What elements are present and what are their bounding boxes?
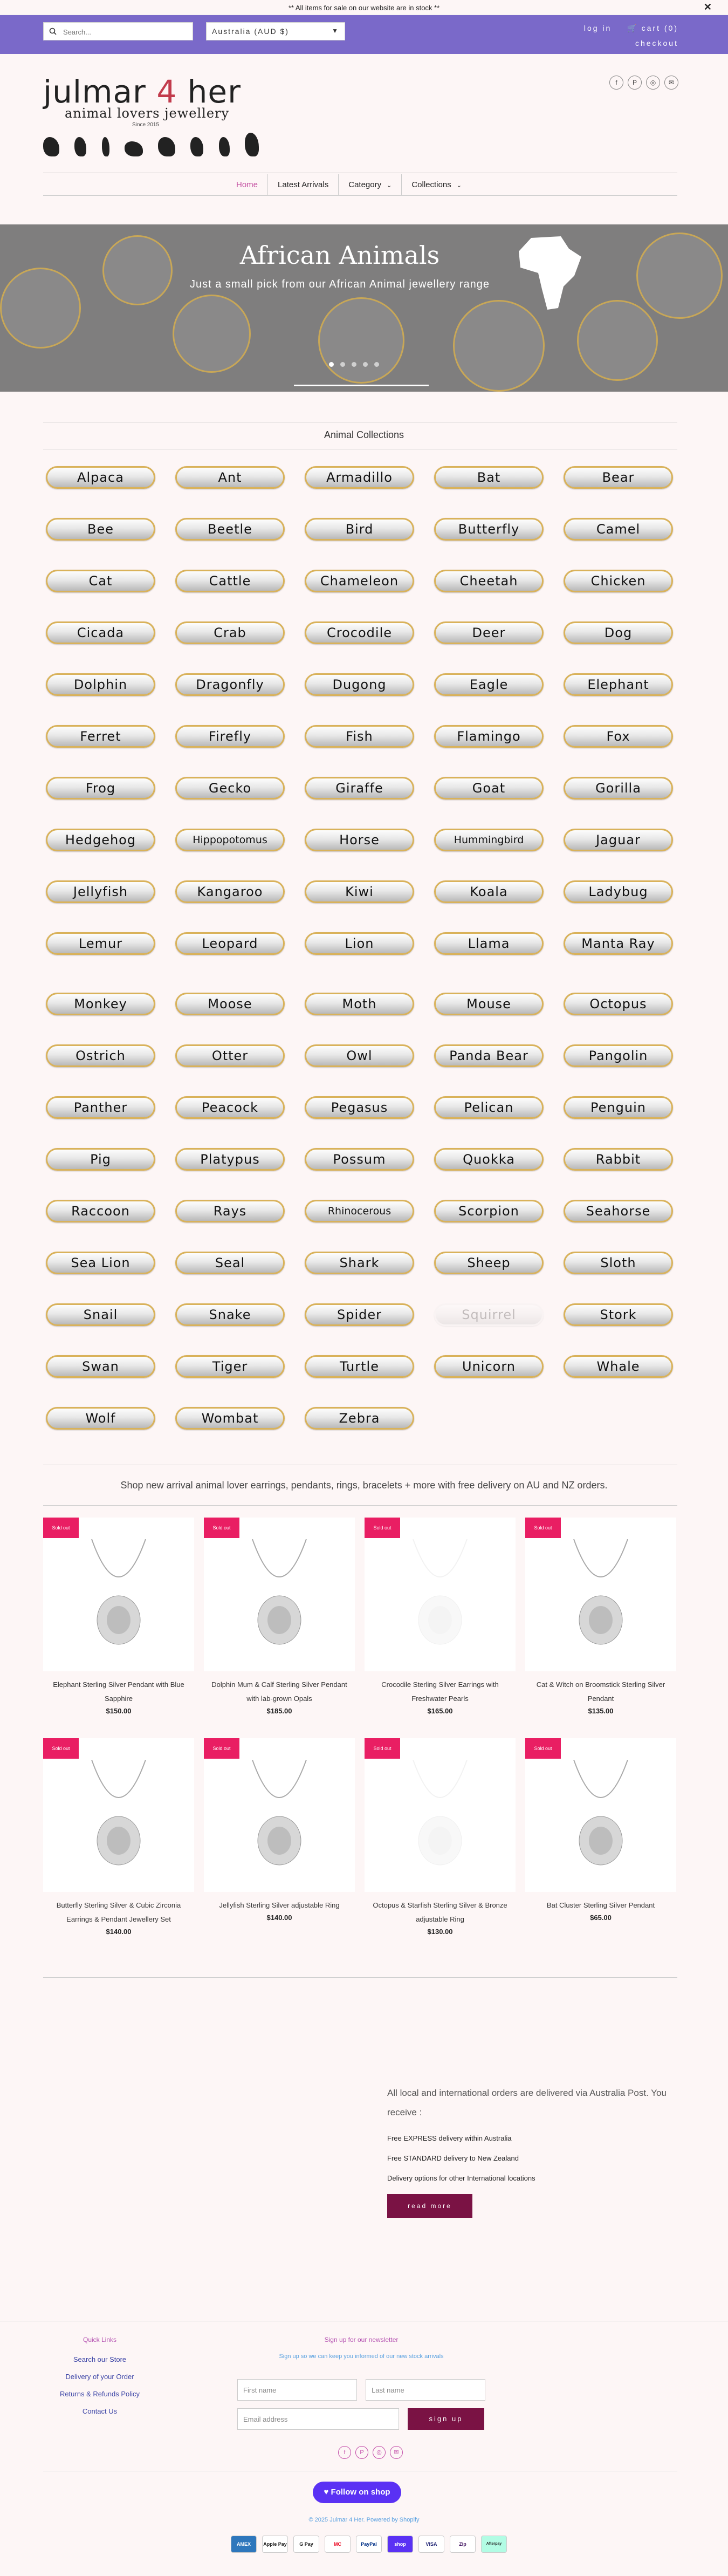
newsletter-title: Sign up for our newsletter xyxy=(324,2336,399,2343)
quick-links-title: Quick Links xyxy=(83,2336,117,2343)
chevron-down-icon: ▼ xyxy=(332,27,339,35)
product-price: $165.00 xyxy=(427,1707,453,1715)
collection-button-panther[interactable]: Panther xyxy=(46,1096,155,1119)
collection-button-platypus[interactable]: Platypus xyxy=(175,1148,285,1171)
products-divider xyxy=(43,1505,677,1506)
delivery-divider xyxy=(43,1977,677,1978)
collection-button-bee[interactable]: Bee xyxy=(46,518,155,541)
product-image[interactable] xyxy=(43,1738,194,1892)
product-card[interactable] xyxy=(43,1738,194,1936)
chevron-down-icon: ⌄ xyxy=(387,182,392,189)
collection-button-seahorse[interactable]: Seahorse xyxy=(564,1200,673,1222)
product-price: $185.00 xyxy=(266,1707,292,1715)
collection-button-peacock[interactable]: Peacock xyxy=(175,1096,285,1119)
product-name[interactable]: Elephant Sterling Silver Pendant with Blue Sapphire xyxy=(53,1680,184,1703)
collection-button-beetle[interactable]: Beetle xyxy=(175,518,285,541)
collection-button-zebra[interactable]: Zebra xyxy=(305,1407,414,1430)
product-card[interactable] xyxy=(204,1738,355,1922)
logo-wordmark: julmar 4 her xyxy=(43,73,241,110)
logo-animal-silhouettes xyxy=(43,133,259,156)
product-name[interactable]: Crocodile Sterling Silver Earrings with Freshwater Pearls xyxy=(381,1680,499,1703)
frog-silhouette-icon xyxy=(43,137,59,156)
collection-button-panda-bear[interactable]: Panda Bear xyxy=(434,1044,544,1067)
africa-map-icon xyxy=(518,235,582,311)
collection-button-jaguar[interactable]: Jaguar xyxy=(564,829,673,851)
amex-icon: AMEX xyxy=(231,2536,257,2553)
slider-dots xyxy=(329,362,379,367)
product-card[interactable] xyxy=(365,1518,516,1715)
jewellery-image xyxy=(402,1760,478,1873)
collection-button-kiwi[interactable]: Kiwi xyxy=(305,880,414,903)
email-icon[interactable]: ✉ xyxy=(664,76,678,90)
search-icon xyxy=(49,28,57,35)
heart-icon: ♥ xyxy=(324,2488,329,2497)
collection-button-unicorn[interactable]: Unicorn xyxy=(434,1355,544,1378)
product-image[interactable] xyxy=(43,1518,194,1671)
collection-button-tiger[interactable]: Tiger xyxy=(175,1355,285,1378)
jewellery-image xyxy=(81,1760,156,1873)
collection-button-chameleon[interactable]: Chameleon xyxy=(305,570,414,592)
collection-button-ant[interactable]: Ant xyxy=(175,466,285,489)
turtle-silhouette-icon xyxy=(125,141,143,156)
email-field[interactable]: Email address xyxy=(237,2408,399,2430)
collection-button-ostrich[interactable]: Ostrich xyxy=(46,1044,155,1067)
sold-out-badge: Sold out xyxy=(525,1518,561,1538)
last-name-field[interactable]: Last name xyxy=(366,2379,485,2401)
collection-button-sloth[interactable]: Sloth xyxy=(564,1252,673,1274)
giraffe-silhouette-icon xyxy=(245,133,259,156)
collection-button-elephant[interactable]: Elephant xyxy=(564,673,673,696)
jewellery-image xyxy=(242,1539,317,1652)
delivery-info xyxy=(387,2083,678,2218)
product-name[interactable]: Jellyfish Sterling Silver adjustable Ring xyxy=(219,1901,340,1909)
sold-out-badge: Sold out xyxy=(43,1518,79,1538)
collection-button-moth[interactable]: Moth xyxy=(305,993,414,1015)
facebook-icon[interactable]: f xyxy=(609,76,623,90)
meerkat-pendant-image xyxy=(102,235,173,305)
product-card[interactable] xyxy=(43,1518,194,1715)
collection-button-camel[interactable]: Camel xyxy=(564,518,673,541)
collection-button-fox[interactable]: Fox xyxy=(564,725,673,748)
product-name[interactable]: Octopus & Starfish Sterling Silver & Bronze adjustable Ring xyxy=(373,1901,507,1923)
close-icon[interactable]: ✕ xyxy=(703,2,712,12)
collection-button-moose[interactable]: Moose xyxy=(175,993,285,1015)
cart-icon[interactable]: 🛒 xyxy=(627,24,638,32)
paypal-icon: PayPal xyxy=(356,2536,382,2553)
footer-link-search[interactable]: Search our Store xyxy=(73,2355,127,2363)
collection-button-hippopotomus[interactable]: Hippopotomus xyxy=(175,829,285,851)
collection-button-butterfly[interactable]: Butterfly xyxy=(434,518,544,541)
logo-since: Since 2015 xyxy=(132,122,160,128)
currency-select[interactable] xyxy=(206,22,345,40)
instagram-icon[interactable]: ◎ xyxy=(373,2446,386,2459)
delivery-item: Delivery options for other International locations xyxy=(387,2174,535,2182)
lion-walking-pendant-image xyxy=(453,300,545,392)
read-more-button[interactable]: read more xyxy=(387,2194,472,2218)
collection-button-quokka[interactable]: Quokka xyxy=(434,1148,544,1171)
collection-button-chicken[interactable]: Chicken xyxy=(564,570,673,592)
product-image[interactable] xyxy=(204,1518,355,1671)
collection-button-llama[interactable]: Llama xyxy=(434,932,544,955)
header-social-links xyxy=(609,76,678,90)
copyright: © 2025 Julmar 4 Her. Powered by Shopify xyxy=(308,2517,420,2523)
sold-out-badge: Sold out xyxy=(43,1738,79,1759)
jewellery-image xyxy=(563,1539,638,1652)
collection-button-raccoon[interactable]: Raccoon xyxy=(46,1200,155,1222)
kangaroo-silhouette-icon xyxy=(190,137,203,156)
collection-button-crab[interactable]: Crab xyxy=(175,621,285,644)
rhino-pendant-image xyxy=(0,268,81,349)
collection-button-spider[interactable]: Spider xyxy=(305,1303,414,1326)
sold-out-badge: Sold out xyxy=(365,1738,400,1759)
collection-button-hedgehog[interactable]: Hedgehog xyxy=(46,829,155,851)
email-icon[interactable]: ✉ xyxy=(390,2446,403,2459)
lion-pendant-image xyxy=(318,297,404,384)
collection-button-lion[interactable]: Lion xyxy=(305,932,414,955)
product-image[interactable] xyxy=(525,1738,676,1892)
nav-collections[interactable]: Collections ⌄ xyxy=(401,174,471,195)
collection-button-rays[interactable]: Rays xyxy=(175,1200,285,1222)
product-card[interactable] xyxy=(204,1518,355,1715)
chevron-down-icon: ⌄ xyxy=(456,182,462,189)
giraffe-pendant-image xyxy=(636,233,723,319)
collection-button-bear[interactable]: Bear xyxy=(564,466,673,489)
announcement-text: ** All items for sale on our website are in stock ** xyxy=(288,4,440,12)
collection-button-fish[interactable]: Fish xyxy=(305,725,414,748)
sold-out-badge: Sold out xyxy=(365,1518,400,1538)
collection-button-dolphin[interactable]: Dolphin xyxy=(46,673,155,696)
collection-button-frog[interactable]: Frog xyxy=(46,777,155,800)
slider-progress xyxy=(294,385,429,386)
collection-button-pelican[interactable]: Pelican xyxy=(434,1096,544,1119)
hero-title: African Animals xyxy=(239,241,440,270)
collection-button-mouse[interactable]: Mouse xyxy=(434,993,544,1015)
footer-link-returns[interactable]: Returns & Refunds Policy xyxy=(59,2390,140,2398)
collection-button-kangaroo[interactable]: Kangaroo xyxy=(175,880,285,903)
product-image[interactable] xyxy=(365,1518,516,1671)
mastercard-icon: MC xyxy=(325,2536,351,2553)
login-link[interactable]: log in xyxy=(583,24,612,32)
product-price: $140.00 xyxy=(266,1914,292,1922)
hero-slider[interactable] xyxy=(0,224,728,392)
newsletter-subtitle: Sign up so we can keep you informed of our new stock arrivals xyxy=(279,2353,444,2360)
collection-button-pegasus[interactable]: Pegasus xyxy=(305,1096,414,1119)
collection-button-cat[interactable]: Cat xyxy=(46,570,155,592)
footer-link-contact[interactable]: Contact Us xyxy=(82,2407,118,2415)
product-image[interactable] xyxy=(525,1518,676,1671)
nav-latest-arrivals[interactable]: Latest Arrivals xyxy=(267,174,338,195)
collection-button-eagle[interactable]: Eagle xyxy=(434,673,544,696)
zebra-earrings-image xyxy=(577,300,658,381)
apple-pay-icon: Apple Pay xyxy=(262,2536,288,2553)
collection-button-sheep[interactable]: Sheep xyxy=(434,1252,544,1274)
seahorse-silhouette-icon xyxy=(102,137,109,156)
product-card[interactable] xyxy=(365,1738,516,1936)
collection-button-ladybug[interactable]: Ladybug xyxy=(564,880,673,903)
collection-button-scorpion[interactable]: Scorpion xyxy=(434,1200,544,1222)
collection-button-swan[interactable]: Swan xyxy=(46,1355,155,1378)
collection-button-whale[interactable]: Whale xyxy=(564,1355,673,1378)
jewellery-image xyxy=(402,1539,478,1652)
collection-button-pig[interactable]: Pig xyxy=(46,1148,155,1171)
collection-button-possum[interactable]: Possum xyxy=(305,1148,414,1171)
collection-button-gecko[interactable]: Gecko xyxy=(175,777,285,800)
collection-button-sea-lion[interactable]: Sea Lion xyxy=(46,1252,155,1274)
collection-button-rhinocerous[interactable]: Rhinocerous xyxy=(305,1200,414,1222)
slider-dot[interactable] xyxy=(363,362,368,367)
product-price: $135.00 xyxy=(588,1707,614,1715)
jewellery-image xyxy=(242,1760,317,1873)
product-price: $140.00 xyxy=(106,1928,132,1936)
collection-button-octopus[interactable]: Octopus xyxy=(564,993,673,1015)
nav-divider-bottom xyxy=(43,195,677,196)
collection-button-wolf[interactable]: Wolf xyxy=(46,1407,155,1430)
product-image[interactable] xyxy=(204,1738,355,1892)
sold-out-badge: Sold out xyxy=(204,1518,239,1538)
payment-icons xyxy=(231,2536,507,2553)
collection-button-bat[interactable]: Bat xyxy=(434,466,544,489)
collection-button-pangolin[interactable]: Pangolin xyxy=(564,1044,673,1067)
collection-button-armadillo[interactable]: Armadillo xyxy=(305,466,414,489)
collection-button-penguin[interactable]: Penguin xyxy=(564,1096,673,1119)
elephant-pendant-image xyxy=(173,295,251,373)
promo-text: Shop new arrival animal lover earrings, pendants, rings, bracelets + more with free delivery on AU and NZ orders. xyxy=(120,1480,608,1491)
product-name[interactable]: Cat & Witch on Broomstick Sterling Silver Pendant xyxy=(536,1680,665,1703)
collection-button-ferret[interactable]: Ferret xyxy=(46,725,155,748)
facebook-icon[interactable]: f xyxy=(338,2446,351,2459)
delivery-item: Free EXPRESS delivery within Australia xyxy=(387,2134,512,2142)
collection-button-cattle[interactable]: Cattle xyxy=(175,570,285,592)
collection-button-dugong[interactable]: Dugong xyxy=(305,673,414,696)
cat-silhouette-icon xyxy=(219,137,230,156)
collection-button-squirrel[interactable]: Squirrel xyxy=(434,1303,544,1326)
collection-button-crocodile[interactable]: Crocodile xyxy=(305,621,414,644)
instagram-icon[interactable]: ◎ xyxy=(646,76,660,90)
account-links xyxy=(572,24,678,33)
sign-up-button[interactable]: sign up xyxy=(408,2408,484,2430)
sold-out-badge: Sold out xyxy=(204,1738,239,1759)
collection-button-bird[interactable]: Bird xyxy=(305,518,414,541)
main-nav xyxy=(226,174,471,195)
collection-button-stork[interactable]: Stork xyxy=(564,1303,673,1326)
footer-link-delivery[interactable]: Delivery of your Order xyxy=(65,2373,134,2381)
slider-dot[interactable] xyxy=(352,362,356,367)
collection-button-otter[interactable]: Otter xyxy=(175,1044,285,1067)
google-pay-icon: G Pay xyxy=(293,2536,319,2553)
collection-button-leopard[interactable]: Leopard xyxy=(175,932,285,955)
collections-title: Animal Collections xyxy=(324,429,404,440)
shop-pay-icon: shop xyxy=(387,2536,413,2553)
pinterest-icon[interactable]: P xyxy=(355,2446,368,2459)
collection-button-flamingo[interactable]: Flamingo xyxy=(434,725,544,748)
hero-subtitle: Just a small pick from our African Animal jewellery range xyxy=(189,278,490,290)
visa-icon: VISA xyxy=(418,2536,444,2553)
collection-button-rabbit[interactable]: Rabbit xyxy=(564,1148,673,1171)
collection-button-owl[interactable]: Owl xyxy=(305,1044,414,1067)
collection-button-turtle[interactable]: Turtle xyxy=(305,1355,414,1378)
quick-links xyxy=(46,2336,154,2420)
collection-button-goat[interactable]: Goat xyxy=(434,777,544,800)
collection-button-wombat[interactable]: Wombat xyxy=(175,1407,285,1430)
collection-button-seal[interactable]: Seal xyxy=(175,1252,285,1274)
checkout-link[interactable]: checkout xyxy=(635,39,678,47)
product-image[interactable] xyxy=(365,1738,516,1892)
collection-button-horse[interactable]: Horse xyxy=(305,829,414,851)
collection-button-hummingbird[interactable]: Hummingbird xyxy=(434,829,544,851)
collection-button-manta-ray[interactable]: Manta Ray xyxy=(564,932,673,955)
sold-out-badge: Sold out xyxy=(525,1738,561,1759)
product-name[interactable]: Butterfly Sterling Silver & Cubic Zirconia Earrings & Pendant Jewellery Set xyxy=(56,1901,181,1923)
product-name[interactable]: Bat Cluster Sterling Silver Pendant xyxy=(546,1901,655,1909)
collection-button-jellyfish[interactable]: Jellyfish xyxy=(46,880,155,903)
collection-button-firefly[interactable]: Firefly xyxy=(175,725,285,748)
nav-category[interactable]: Category ⌄ xyxy=(338,174,401,195)
slider-dot[interactable] xyxy=(329,362,334,367)
top-bar xyxy=(0,15,728,54)
logo-tagline: animal lovers jewellery xyxy=(65,106,230,121)
product-card[interactable] xyxy=(525,1738,676,1922)
collection-button-deer[interactable]: Deer xyxy=(434,621,544,644)
slider-dot[interactable] xyxy=(374,362,379,367)
newsletter xyxy=(237,2336,485,2360)
currency-value: Australia (AUD $) xyxy=(212,27,289,36)
search-input[interactable] xyxy=(63,26,187,37)
collection-button-dog[interactable]: Dog xyxy=(564,621,673,644)
afterpay-icon: Afterpay xyxy=(481,2536,507,2553)
delivery-text: All local and international orders are delivered via Australia Post. You receive : xyxy=(387,2088,667,2117)
product-price: $65.00 xyxy=(590,1914,612,1922)
product-price: $150.00 xyxy=(106,1707,132,1715)
bird-silhouette-icon xyxy=(74,137,86,156)
first-name-field[interactable]: First name xyxy=(237,2379,357,2401)
collection-button-koala[interactable]: Koala xyxy=(434,880,544,903)
product-card[interactable] xyxy=(525,1518,676,1715)
delivery-item: Free STANDARD delivery to New Zealand xyxy=(387,2154,519,2162)
collection-button-lemur[interactable]: Lemur xyxy=(46,932,155,955)
jewellery-image xyxy=(81,1539,156,1652)
collection-button-snake[interactable]: Snake xyxy=(175,1303,285,1326)
site-logo[interactable] xyxy=(43,73,259,160)
collection-button-gorilla[interactable]: Gorilla xyxy=(564,777,673,800)
product-price: $130.00 xyxy=(427,1928,453,1936)
follow-on-shop-button[interactable]: ♥ Follow on shop xyxy=(313,2482,401,2503)
collection-button-giraffe[interactable]: Giraffe xyxy=(305,777,414,800)
product-name[interactable]: Dolphin Mum & Calf Sterling Silver Pendant with lab-grown Opals xyxy=(211,1680,347,1703)
search-box[interactable] xyxy=(43,22,193,40)
collection-button-shark[interactable]: Shark xyxy=(305,1252,414,1274)
collection-button-monkey[interactable]: Monkey xyxy=(46,993,155,1015)
pinterest-icon[interactable]: P xyxy=(628,76,642,90)
cart-link[interactable]: cart (0) xyxy=(641,24,678,32)
collection-button-cicada[interactable]: Cicada xyxy=(46,621,155,644)
elephant-silhouette-icon xyxy=(158,137,175,156)
slider-dot[interactable] xyxy=(340,362,345,367)
collection-button-snail[interactable]: Snail xyxy=(46,1303,155,1326)
collection-button-cheetah[interactable]: Cheetah xyxy=(434,570,544,592)
jewellery-image xyxy=(563,1760,638,1873)
announcement-bar xyxy=(0,0,728,15)
nav-home[interactable]: Home xyxy=(236,180,258,189)
collection-button-dragonfly[interactable]: Dragonfly xyxy=(175,673,285,696)
collection-button-alpaca[interactable]: Alpaca xyxy=(46,466,155,489)
zip-icon: Zip xyxy=(450,2536,476,2553)
